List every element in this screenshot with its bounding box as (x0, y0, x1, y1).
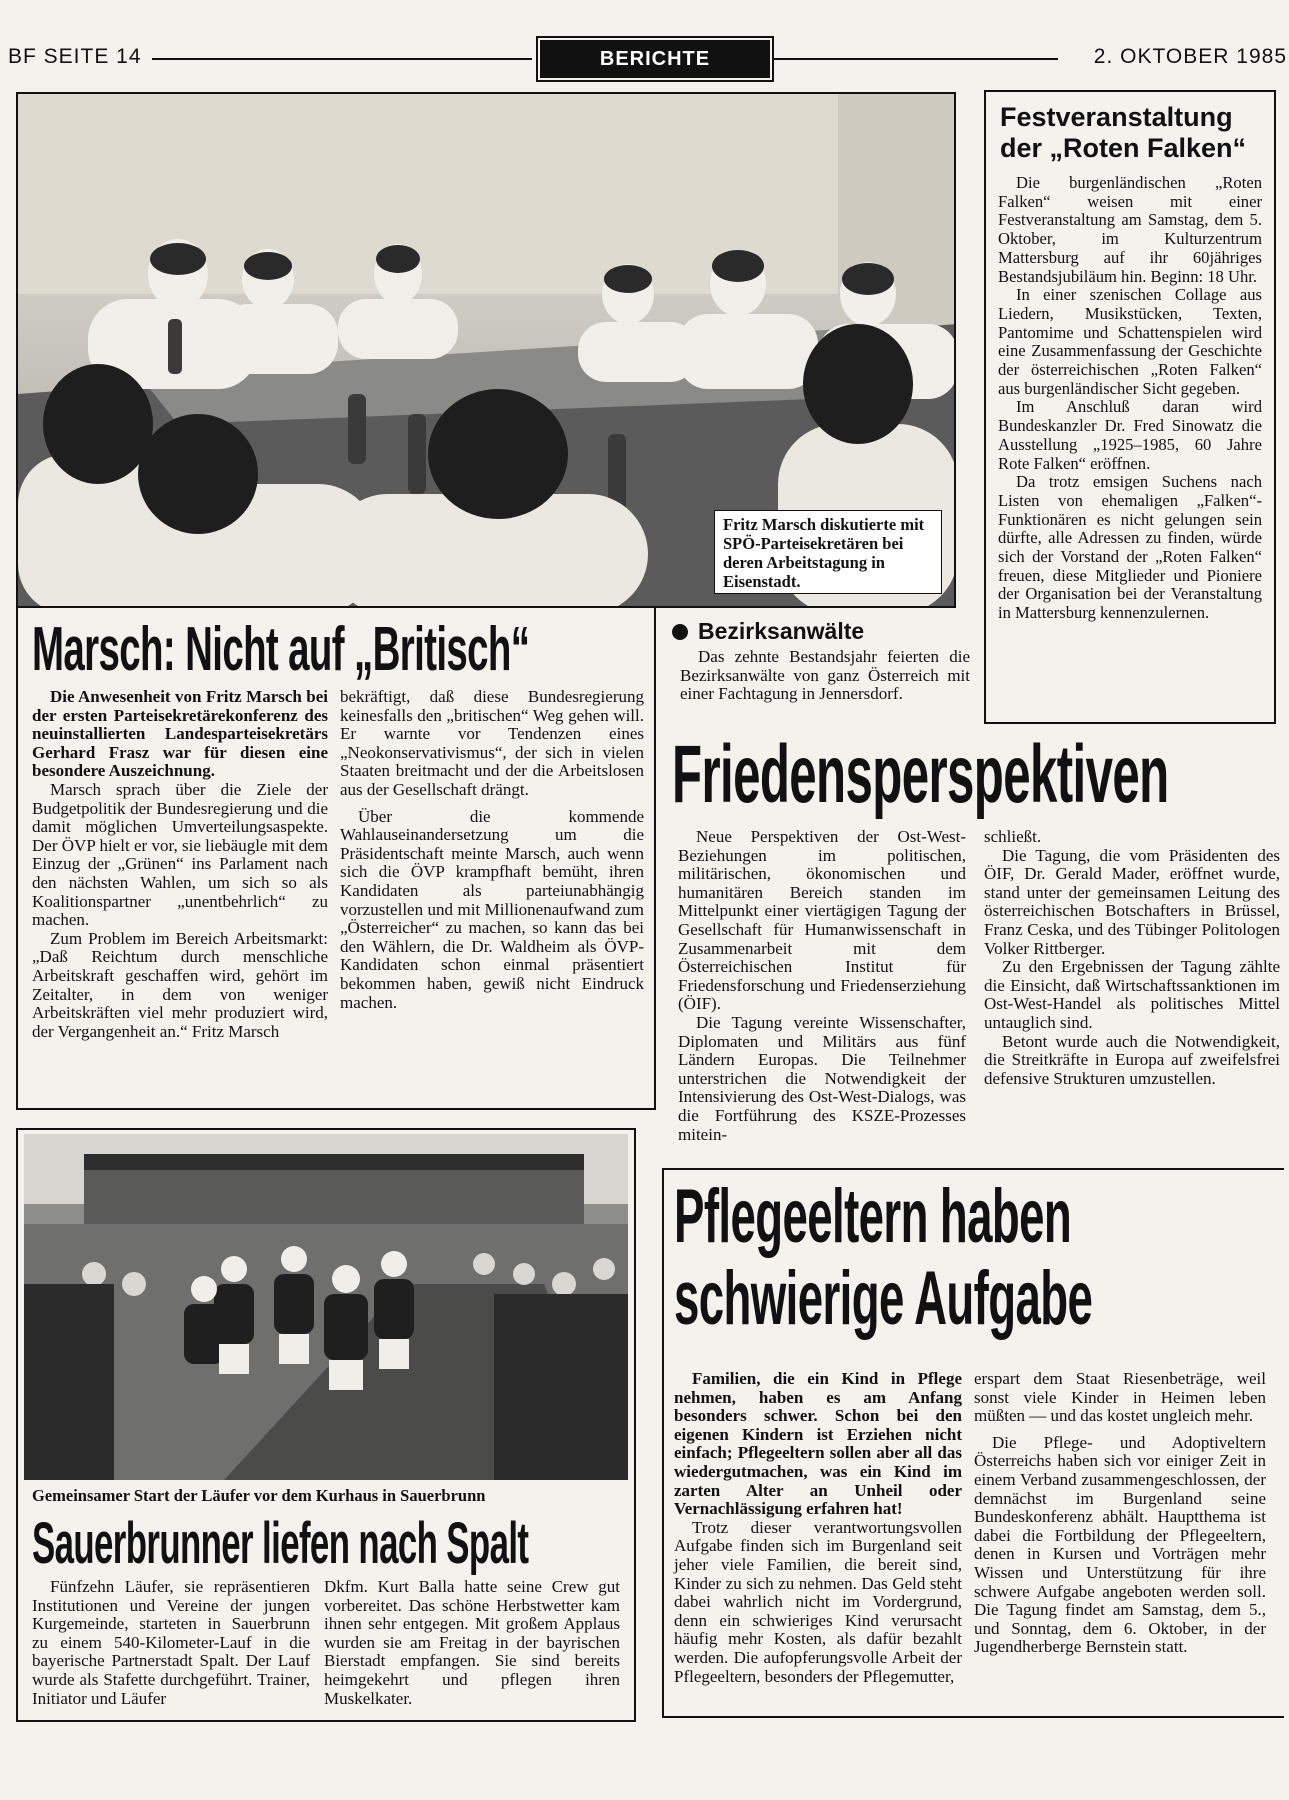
pflege-headline-line-1: Pflegeeltern haben (674, 1174, 1072, 1259)
header-rule-left (152, 58, 532, 60)
article-sauerbrunn (16, 1128, 636, 1722)
sauer-column-2 (324, 1578, 620, 1708)
runners-photo (24, 1134, 628, 1480)
page-number: BF SEITE 14 (8, 45, 142, 68)
falken-paragraph: Da trotz emsigen Suchens nach Listen von ehemaligen „Falken“-Funktionären es nicht gelungen sein dürfte, alle Adressen zu finden, würde sich der Vorstand der „Roten Falken“ freuen, diese Mitglieder und Pioniere der Organisation bei der Veranstaltung in Mattersburg kennenzulernen. (998, 472, 1262, 623)
runners-photo-image (24, 1134, 628, 1480)
marsch-column-2 (340, 688, 644, 1012)
frieden-paragraph: schließt. (984, 827, 1042, 846)
pflege-paragraph: Die Pflege- und Adoptiveltern Österreichs haben sich vor einiger Zeit in einem Verband zusammengeschlossen, der demnächst im Burgenland seine Bundeskonferenz abhält. Hauptthema ist dabei die Fortbildung der Pflegeeltern, denen in Kursen und Vorträgen mehr Wissen und Unterstützung für ihre schwere Aufgabe angeboten werden soll. Die Tagung findet am Samstag, dem 5., und Sonntag, dem 6. Oktober, in der Jugendherberge Bernstein statt. (974, 1432, 1266, 1657)
meeting-photo (16, 92, 956, 608)
sauer-paragraph: Fünfzehn Läufer, sie repräsentieren Institutionen und Vereine der jungen Kurgemeinde, starteten in Sauerbrunn zu einem 540-Kilometer-Lauf in die bayerische Partnerstadt Spalt. Der Lauf wurde als Stafette durchgeführt. Trainer, Initiator und Läufer (32, 1577, 310, 1708)
sauer-paragraph: Dkfm. Kurt Balla hatte seine Crew gut vorbereitet. Das schöne Herbstwetter kam ihnen sehr entgegen. Mit großem Applaus wurden sie am Freitag in der bayrischen Bierstadt empfangen. Sie sind bereits heimgekehrt und pflegen ihren Muskelkater. (324, 1577, 620, 1708)
bezirk-headline-text: Bezirksanwälte (698, 618, 865, 644)
marsch-paragraph: Zum Problem im Bereich Arbeitsmarkt: „Daß Reichtum durch menschliche Arbeitskraft geschaffen wird, gehört im Zeitalter, in dem von weniger Arbeitskräften viel mehr produziert wird, der Vergangenheit an.“ Fritz Marsch (32, 928, 328, 1041)
marsch-column-1 (32, 688, 328, 1041)
runners-photo-caption: Gemeinsamer Start der Läufer vor dem Kurhaus in Sauerbrunn (32, 1486, 486, 1505)
article-pflegeeltern (662, 1168, 1284, 1718)
bezirk-headline (672, 618, 864, 645)
pflege-headline (674, 1176, 1092, 1340)
falken-headline-line-1: Festveranstaltung (1000, 102, 1233, 132)
falken-paragraph: Die burgenländischen „Roten Falken“ weisen mit einer Festveranstaltung am Samstag, dem 5. Oktober, im Kulturzentrum Mattersburg auf ihr 60jähriges Bestandsjubiläum hin. Beginn: 18 Uhr. (998, 173, 1262, 286)
pflege-lead: Familien, die ein Kind in Pflege nehmen, haben es am Anfang besonders schwer. Schon bei den eigenen Kindern ist Erziehen nicht einfach; Pflegeeltern sollen aber all das wiedergutmachen, was ein Kind im zarten Alter an Unheil oder Vernachlässigung erfahren hat! (674, 1369, 962, 1519)
falken-body (998, 174, 1262, 623)
frieden-headline: Friedensperspektiven (672, 729, 1169, 820)
pflege-column-1 (674, 1370, 962, 1686)
bezirk-body (680, 648, 970, 704)
marsch-lead: Die Anwesenheit von Fritz Marsch bei der ersten Parteisekretärekonferenz des neuinstallierten Landesparteisekretärs Gerhard Frasz war für diesen eine besondere Auszeichnung. (32, 687, 328, 781)
frieden-column-2 (984, 828, 1280, 1088)
pflege-column-2 (974, 1370, 1266, 1657)
pflege-paragraph: Trotz dieser verantwortungsvollen Aufgabe finden sich im Burgenland seit jeher viele Familien, die bereit sind, Kinder zu sich zu nehmen. Das Geld steht dabei wahrlich nicht im Vordergrund, denn ein schwieriges Kind verursacht häufig mehr Kosten, als dafür bezahlt werden. Die aufopferungsvolle Arbeit der Pflegeeltern, besonders der Pflegemutter, (674, 1517, 962, 1686)
frieden-paragraph: Betont wurde auch die Notwendigkeit, die Streitkräfte in Europa auf zweifelsfrei defensive Strukturen umzustellen. (984, 1031, 1280, 1088)
frieden-column-1 (678, 828, 966, 1144)
frieden-paragraph: Die Tagung, die vom Präsidenten des ÖIF, Dr. Gerald Mader, eröffnet wurde, stand unter der gemeinsamen Leitung des österreichischen Botschafters in Brüssel, Franz Ceska, und des Tübinger Politologen Volker Rittberger. (984, 845, 1280, 958)
pflege-headline-line-2: schwierige Aufgabe (674, 1256, 1093, 1341)
section-rubric: BERICHTE (540, 40, 770, 78)
falken-paragraph: In einer szenischen Collage aus Liedern, Musikstücken, Texten, Pantomime und Schattenspielen wird eine Zusammenfassung der Geschichte der österreichischen „Roten Falken“ aus burgenländischer Sicht gegeben. (998, 285, 1262, 398)
bezirk-paragraph: Das zehnte Bestandsjahr feierten die Bezirksanwälte von ganz Österreich mit einer Fachtagung in Jennersdorf. (680, 647, 970, 704)
frieden-paragraph: Die Tagung vereinte Wissenschafter, Diplomaten und Militärs aus fünf Ländern Europas. Die Teilnehmer unterstrichen die Notwendigkeit der Intensivierung des Ost-West-Dialogs, was die Fortführung des KSZE-Prozesses mitein- (678, 1012, 966, 1144)
meeting-photo-caption: Fritz Marsch diskutierte mit SPÖ-Parteisekretären bei deren Arbeitstagung in Eisenstadt. (714, 510, 942, 594)
header-rule-right (774, 58, 1058, 60)
sauer-column-1 (32, 1578, 310, 1708)
falken-headline-line-2: der „Roten Falken“ (1000, 133, 1247, 163)
falken-paragraph: Im Anschluß daran wird Bundeskanzler Dr. Fred Sinowatz die Ausstellung „1925–1985, 60 Jahre Rote Falken“ eröffnen. (998, 397, 1262, 473)
frieden-paragraph: Neue Perspektiven der Ost-West-Beziehungen im politischen, militärischen, ökonomischen und humanitären Bereich standen im Mittelpunkt einer viertägigen Tagung der Gesellschaft für Humanwissenschaft in Zusammenarbeit mit dem Österreichischen Institut für Friedensforschung und Friedenserziehung (ÖIF). (678, 827, 966, 1014)
marsch-paragraph: Über die kommende Wahlauseinandersetzung um die Präsidentschaft meinte Marsch, auch wenn sich die ÖVP krampfhaft bemüht, ihren Kandidaten als parteiunabhängig vorzustellen und mit Millionenaufwand zum „Österreicher“ zu machen, so kann das bei den Wählern, die Dr. Waldheim als ÖVP-Kandidaten schon einmal präsentiert bekommen haben, gewiß nicht Eindruck machen. (340, 806, 644, 1012)
bullet-icon (672, 624, 688, 640)
issue-date: 2. OKTOBER 1985 (1093, 45, 1287, 68)
marsch-headline: Marsch: Nicht auf „Britisch“ (32, 615, 530, 684)
falken-headline (1000, 102, 1246, 164)
sauer-headline: Sauerbrunner liefen nach Spalt (32, 1511, 529, 1576)
article-marsch (16, 608, 656, 1110)
marsch-paragraph: bekräftigt, daß diese Bundesregierung keinesfalls den „britischen“ Weg gehen will. Er warnte vor Tendenzen eines „Neokonservativismus“, der sich in vielen Staaten breitmacht und der die Arbeitslosen aus der Gesellschaft drängt. (340, 687, 644, 799)
frieden-paragraph: Zu den Ergebnissen der Tagung zählte die Einsicht, daß Wirtschaftssanktionen im Ost-West-Handel als politisches Mittel untauglich sind. (984, 957, 1280, 1032)
article-roten-falken (984, 90, 1276, 724)
marsch-paragraph: Marsch sprach über die Ziele der Budgetpolitik der Bundesregierung und die damit möglichen Umverteilungsaspekte. Der ÖVP hielt er vor, sie liebäugle mit dem Einzug der „Grünen“ ins Parlament nach den nächsten Wahlen, um sich so als Koalitionspartner „unentbehrlich“ zu machen. (32, 779, 328, 930)
pflege-paragraph: erspart dem Staat Riesenbeträge, weil sonst viele Kinder in Heimen leben müßten — und das kostet ungleich mehr. (974, 1369, 1266, 1426)
